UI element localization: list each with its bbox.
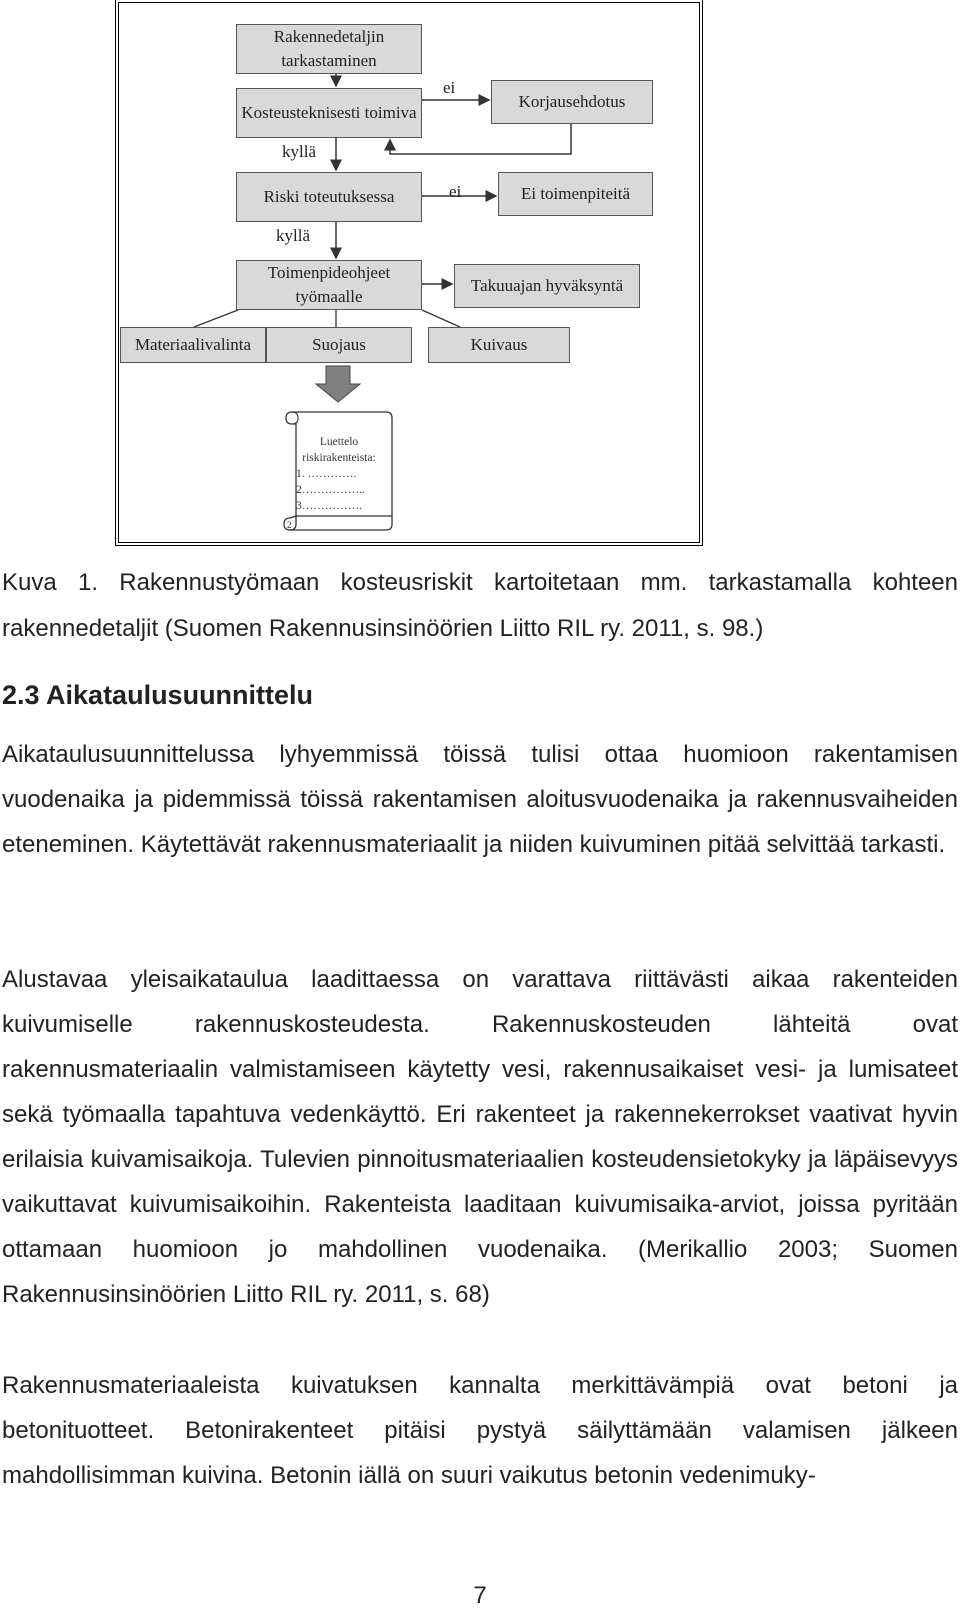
box-protection: Suojaus: [266, 327, 412, 363]
box-no-action: Ei toimenpiteitä: [498, 172, 653, 216]
box-warranty: Takuuajan hyväksyntä: [454, 264, 640, 308]
label-no-1: ei: [443, 78, 456, 97]
box-material: Materiaalivalinta: [120, 327, 266, 363]
paragraph-3: Rakennusmateriaaleista kuivatuksen kannalta merkittävämpiä ovat betoni ja betonituotteet. Betonirakenteet pitäisi pystyä säilyttämään valamisen jälkeen mahdollisimman kuivina. Betonin iällä on suuri vaikutus betonin vedenimuky-: [2, 1372, 958, 1489]
label-yes-1: kyllä: [282, 142, 316, 161]
risk-list-item-2: 2……………..: [296, 484, 365, 496]
box-risk: Riski toteutuksessa: [236, 172, 422, 222]
risk-list: [296, 434, 382, 514]
risk-list-item-3: 3…………….: [296, 500, 363, 512]
label-yes-2: kyllä: [276, 226, 310, 245]
figure-caption: Kuva 1. Rakennustyömaan kosteusriskit kartoitetaan mm. tarkastamalla kohteen rakennedetaljit (Suomen Rakennusinsinöörien Liitto RIL ry. 2011, s. 98.): [2, 569, 958, 642]
paragraph-1: Aikataulusuunnittelussa lyhyemmissä töissä tulisi ottaa huomioon rakentamisen vuodenaika ja pidemmissä töissä rakentamisen aloitusvuodenaika ja rakennusvaiheiden eteneminen. Käytettävät rakennusmateriaalit ja niiden kuivuminen pitää selvittää tarkasti.: [2, 741, 958, 858]
section-title: 2.3 Aikataulusuunnittelu: [2, 680, 314, 710]
svg-text:2: 2: [287, 520, 292, 530]
risk-list-title-1: Luettelo: [319, 436, 359, 448]
page-number: 7: [473, 1582, 487, 1609]
box-inspect: Rakennedetaljin tarkastaminen: [236, 24, 422, 74]
label-no-2: ei: [449, 182, 462, 201]
risk-list-item-1: 1. ………….: [296, 468, 357, 480]
box-moisture-ok: Kosteusteknisesti toimiva: [236, 88, 422, 138]
paragraph-2: Alustavaa yleisaikataulua laadittaessa on varattava riittävästi aikaa rakenteiden kuivumiselle rakennuskosteudesta. Rakennuskosteuden lähteitä ovat rakennusmateriaalin valmistamiseen käytetty vesi, rakennusaikaiset vesi- ja lumisateet sekä työmaalla tapahtuva vedenkäyttö. Eri rakenteet ja rakennekerrokset vaativat hyvin erilaisia kuivamisaikoja. Tulevien pinnoitusmateriaalien kosteudensietokyky ja läpäisevyys vaikuttavat kuivumisaikoihin. Rakenteista laaditaan kuivumisaika-arviot, joissa pyritään ottamaan huomioon jo mahdollinen vuodenaika. (Merikallio 2003; Suomen Rakennusinsinöörien Liitto RIL ry. 2011, s. 68): [2, 966, 958, 1308]
box-repair: Korjausehdotus: [491, 80, 653, 124]
box-drying: Kuivaus: [428, 327, 570, 363]
box-instructions: Toimenpideohjeet työmaalle: [236, 260, 422, 310]
risk-list-title-2: riskirakenteista:: [302, 452, 376, 464]
